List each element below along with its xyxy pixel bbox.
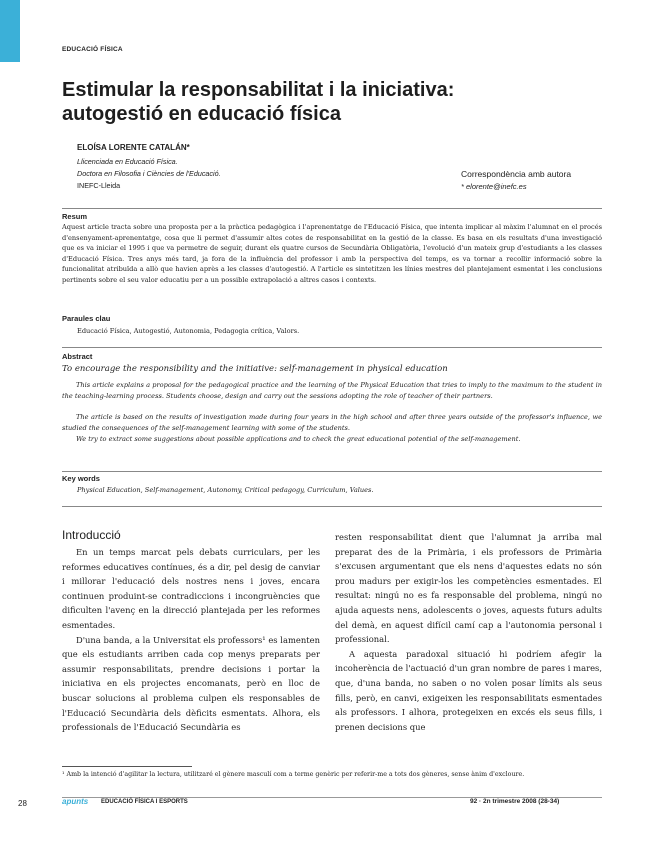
title-line-2: autogestió en educació física (62, 103, 341, 125)
title-line-1: Estimular la responsabilitat i la iniciativa: (62, 79, 455, 101)
abstract-paragraph-2: The article is based on the results of investigation made during four years in the high school and after three years outside of the professor's influence, we studied the consequences of the self-management learning with some of the students. (62, 413, 602, 432)
footnote-rule (62, 766, 192, 767)
correspondence-email[interactable]: * elorente@inefc.es (461, 182, 527, 191)
abstract-paragraph-3: We try to extract some suggestions about possible applications and to check the great educational potential of the self-management. (76, 435, 521, 443)
divider-resum (62, 208, 602, 209)
issue-info: 92 · 2n trimestre 2008 (28-34) (470, 798, 560, 805)
resum-text: Aquest article tracta sobre una proposta per a la pràctica pedagògica i l'aprenentatge de l'Educació Física, que intenta implicar al màxim l'alumnat en el procés d'ensenyament-aprenentatge, cosa que li permet d'assumir altes cotes de responsabilitat en la gestió de la classe. Es basa en els resultats d'una investigació que es va iniciar el 1995 i que va permetre de seguir, durant els quatre cursos de Secundària Obligatòria, l'evolució d'un mateix grup d'estudiants a les classes d'Educació Física. Tres anys més tard, ja fora de la influència del professor i amb la perspectiva del temps, es va tornar a recollir informació sobre la funcionalitat atribuïda a allò que havien après a les classes d'autogestió. A l'article es sintetitzen les línies mestres del plantejament esmentat i les conclusions pertinents sobre el seu valor educatiu per a un possible extrapolació a altres casos i contexts. (62, 223, 602, 284)
abstract-paragraph-1: This article explains a proposal for the pedagogical practice and the learning of the Physical Education that tries to imply to the maximum to the student in the teaching-learning process. Students choose, design and carry out the sessions adopting the role of teacher of their partners. (62, 381, 602, 400)
article-title (62, 78, 582, 126)
body-column-right (335, 530, 602, 734)
intro-left-paragraph-1: En un temps marcat pels debats curriculars, per les reformes educatives contínues, és a dir, pel desig de canviar i millorar l'educació dels nostres nens i joves, encara continuen produint-se contradiccions i incongruències que dificulten l'avenç en la direcció plantejada per les reformes esmentades. (62, 547, 320, 630)
author-name: ELOÍSA LORENTE CATALÁN* (77, 143, 190, 152)
intro-right-paragraph-1: resten responsabilitat dient que l'alumnat ja arriba mal preparat des de la Primària, i els professors de Primària s'excusen argumentant que els nens d'aquestes edats no són prou madurs per exigir-los les competències esmentades. El resultat: ningú no es fa responsable del problema, ningú no ajuda aquests nens, adolescents o joves, aquests futurs adults del demà, en aquest difícil camí cap a l'autonomia personal i professional. (335, 532, 602, 645)
section-label: EDUCACIÓ FÍSICA (62, 46, 123, 53)
intro-left-paragraph-2: D'una banda, a la Universitat els professors¹ es lamenten que els estudiants arriben cada cop menys preparats per assumir responsabilitats, prendre decisions i portar la iniciativa en els projectes encomanats, però en lloc de buscar solucions al problema culpen els responsables de l'Educació Secundària dels dèficits esmentats. Alhora, els professionals de l'Educació Secundària es (62, 634, 320, 733)
intro-right-paragraph-2: A aquesta paradoxal situació hi podríem afegir la incoherència de l'actuació d'un gran nombre de pares i mares, que, d'una banda, no saben o no volen posar límits als seus fills, però, en canvi, exigeixen les responsabilitats esmentades als professors. I alhora, protegeixen en excés els seus fills, i prenen decisions que (335, 648, 602, 732)
section-color-tab (0, 0, 20, 62)
resum-heading: Resum (62, 212, 88, 221)
keywords-en-text: Physical Education, Self-management, Autonomy, Critical pedagogy, Curriculum, Values. (77, 486, 374, 494)
divider-body (62, 506, 602, 507)
author-affiliation-3: INEFC-Lleida (77, 181, 121, 190)
correspondence-label: Correspondència amb autora (461, 169, 572, 179)
abstract-heading: Abstract (62, 352, 93, 361)
journal-subtitle: EDUCACIÓ FÍSICA I ESPORTS (101, 799, 188, 805)
body-column-left (62, 545, 320, 735)
divider-keywords-en (62, 471, 602, 472)
intro-heading: Introducció (62, 528, 121, 542)
abstract-title: To encourage the responsibility and the initiative: self-management in physical education (62, 364, 448, 374)
author-affiliation-2: Doctora en Filosofia i Ciències de l'Educació. (77, 169, 221, 178)
divider-abstract (62, 347, 602, 348)
footnote: ¹ Amb la intenció d'agilitar la lectura, utilitzaré el gènere masculí com a terme genèric per referir-me a tots dos gèneres, sense ànim d'excloure. (62, 771, 525, 778)
author-affiliation-1: Llicenciada en Educació Física. (77, 157, 178, 166)
keywords-ca-text: Educació Física, Autogestió, Autonomia, Pedagogia crítica, Valors. (77, 327, 300, 335)
page-number: 28 (18, 799, 27, 808)
journal-brand: apunts (62, 797, 89, 806)
keywords-ca-heading: Paraules clau (62, 314, 111, 323)
keywords-en-heading: Key words (62, 474, 100, 483)
